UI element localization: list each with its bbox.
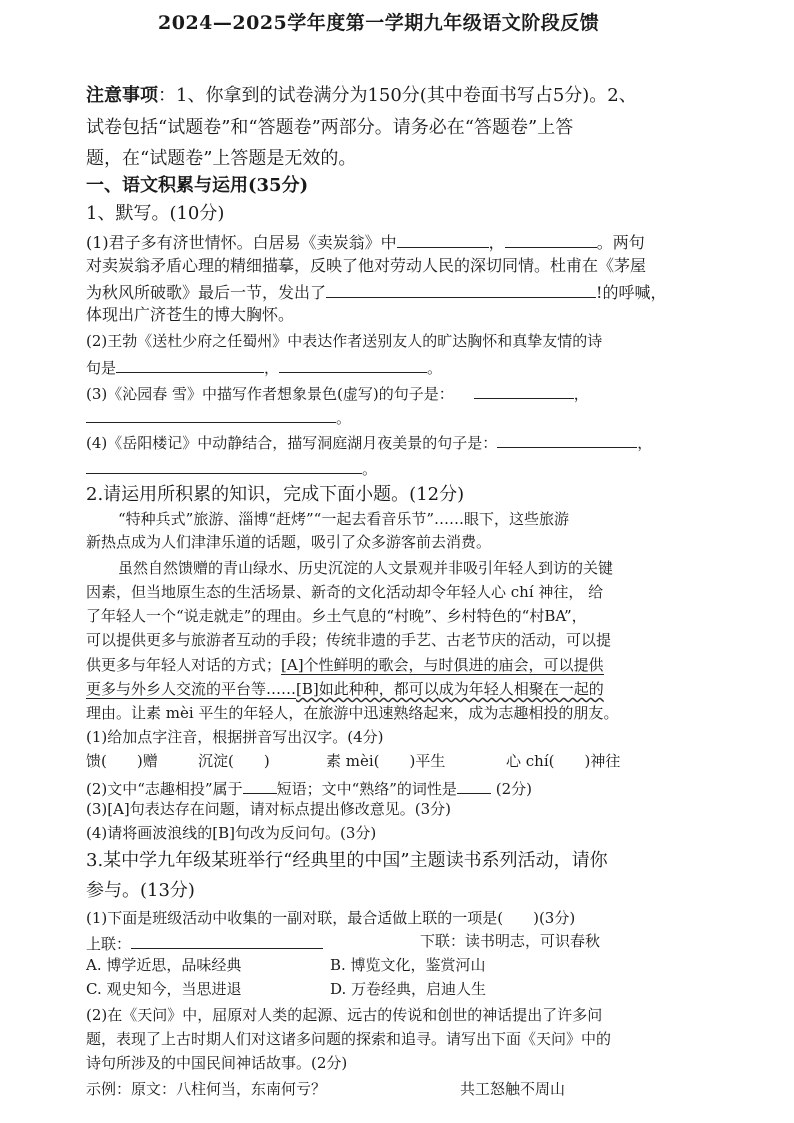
q1-p1-line4: 体现出广济苍生的博大胸怀。	[86, 305, 295, 324]
q2-sub2: (2)文中“志趣相投”属于 短语；文中“熟络”的词性是 (2分)	[86, 780, 532, 798]
q2-para1-line2: 新热点成为人们津津乐道的话题，吸引了众多游客前去消费。	[86, 533, 492, 551]
q1-p4-line2: 。	[86, 459, 377, 477]
q3-heading-line1: 3.某中学九年级某班举行“经典里的中国”主题读书系列活动，请你	[86, 850, 608, 871]
q3-sub1: (1)下面是班级活动中收集的一副对联，最合适做上联的一项是( )(3分)	[86, 909, 576, 927]
q2-para2-line3: 了年轻人一个“说走就走”的理由。乡土气息的“村晚”、乡村特色的“村BA”，	[86, 607, 587, 625]
answer-blank[interactable]	[397, 233, 489, 248]
q2-para2-line4: 可以提供更多与旅游者互动的手段；传统非遗的手艺、古老节庆的活动，可以提	[86, 631, 612, 649]
section-heading: 一、语文积累与运用(35分)	[86, 175, 309, 196]
notice-label: 注意事项	[86, 85, 158, 106]
q2-heading: 2.请运用所积累的知识，完成下面小题。(12分)	[86, 484, 465, 505]
q3-sub2-line1: (2)在《天问》中，屈原对人类的起源、远古的传说和创世的神话提出了许多问	[86, 1006, 603, 1024]
q3-lower-couplet: 下联：读书明志，可识春秋	[420, 932, 601, 950]
option-c[interactable]: C. 观史知今，当思进退	[86, 980, 242, 998]
q3-example-answer: 共工怒触不周山	[460, 1080, 566, 1098]
q1-p1-line3: 为秋风所破歌》最后一节，发出了 !的呼喊，	[86, 283, 667, 302]
q2-para1-line1: “特种兵式”旅游、淄博“赶烤”“一起去看音乐节”……眼下，这些旅游	[118, 510, 570, 528]
q2-sub4: (4)请将画波浪线的[B]句改为反问句。(3分)	[86, 824, 377, 842]
q2-sub1-item[interactable]: 沉淀( )	[198, 752, 270, 770]
q1-p3-line2: 。	[86, 408, 351, 426]
q1-p3-line1: (3)《沁园春 雪》中描写作者想象景色(虚写)的句子是： ，	[86, 385, 589, 403]
q3-sub2-line3: 诗句所涉及的中国民间神话故事。(2分)	[86, 1054, 348, 1072]
answer-blank[interactable]	[243, 779, 277, 794]
answer-blank[interactable]	[86, 408, 336, 423]
answer-blank[interactable]	[116, 358, 264, 373]
q2-sub1-item[interactable]: 心 chí( )神往	[506, 752, 621, 770]
page-title: 2024—2025学年度第一学期九年级语文阶段反馈	[158, 12, 600, 34]
answer-blank[interactable]	[497, 433, 637, 448]
q3-heading-line2: 参与。(13分)	[86, 880, 195, 901]
option-b[interactable]: B. 博览文化，鉴赏河山	[330, 956, 486, 974]
q1-heading: 1、默写。(10分)	[86, 203, 225, 224]
q2-para2-line2: 因素，但当地原生态的生活场景、新奇的文化活动却令年轻人心 chí 神往， 给	[86, 583, 604, 601]
answer-blank[interactable]	[279, 358, 427, 373]
option-a[interactable]: A. 博学近思，品味经典	[86, 956, 242, 974]
answer-blank[interactable]	[131, 934, 323, 949]
q1-p2-line2: 句是 ， 。	[86, 359, 443, 377]
q2-sub3: (3)[A]句表达存在问题，请对标点提出修改意见。(3分)	[86, 800, 452, 818]
notice-line-2: 试卷包括“试题卷”和“答题卷”两部分。请务必在“答题卷”上答	[86, 117, 574, 138]
sentence-a: [A]个性鲜明的歌会，与时俱进的庙会，可以提供	[281, 656, 604, 674]
q2-sub1: (1)给加点字注音，根据拼音写出汉字。(4分)	[86, 728, 384, 746]
q3-upper-couplet: 上联：	[86, 934, 323, 952]
q2-para2-line6: 更多与外乡人交流的平台等……[B]如此种种，都可以成为年轻人相聚在一起的	[86, 680, 604, 698]
answer-blank[interactable]	[457, 779, 491, 794]
q1-p1-line1: (1)君子多有济世情怀。白居易《卖炭翁》中 ， 。两句	[86, 233, 645, 252]
q2-sub1-item[interactable]: 素 mèi( )平生	[326, 752, 446, 770]
q2-sub1-item[interactable]: 馈( )赠	[86, 752, 158, 770]
answer-blank[interactable]	[474, 384, 574, 399]
q2-para2-line5: 供更多与年轻人对话的方式；[A]个性鲜明的歌会，与时俱进的庙会，可以提供	[86, 656, 604, 674]
q2-para2-line7: 理由。让素 mèi 平生的年轻人，在旅游中迅速熟络起来，成为志趣相投的朋友。	[86, 704, 619, 722]
sentence-b: [B]如此种种，都可以成为年轻人相聚在一起的	[296, 680, 604, 698]
q1-p2-line1: (2)王勃《送杜少府之任蜀州》中表达作者送别友人的旷达胸怀和真挚友情的诗	[86, 332, 603, 350]
q1-p4-line1: (4)《岳阳楼记》中动静结合，描写洞庭湖月夜美景的句子是： ，	[86, 434, 653, 452]
q3-example: 示例：原文：八柱何当，东南何亏？	[86, 1080, 327, 1098]
q3-sub2-line2: 题，表现了上古时期人们对这诸多问题的探索和追寻。请写出下面《天问》中的	[86, 1030, 612, 1048]
notice-line-1: 注意事项：1、你拿到的试卷满分为150分(其中卷面书写占5分)。2、	[86, 85, 637, 106]
notice-line-3: 题，在“试题卷”上答题是无效的。	[86, 148, 357, 169]
option-d[interactable]: D. 万卷经典，启迪人生	[330, 980, 487, 998]
answer-blank[interactable]	[326, 283, 596, 298]
q2-para2-line1: 虽然自然馈赠的青山绿水、历史沉淀的人文景观并非吸引年轻人到访的关键	[118, 559, 614, 577]
answer-blank[interactable]	[86, 459, 362, 474]
answer-blank[interactable]	[505, 233, 597, 248]
q1-p1-line2: 对卖炭翁矛盾心理的精细描摹，反映了他对劳动人民的深切同情。杜甫在《茅屋	[86, 256, 647, 275]
